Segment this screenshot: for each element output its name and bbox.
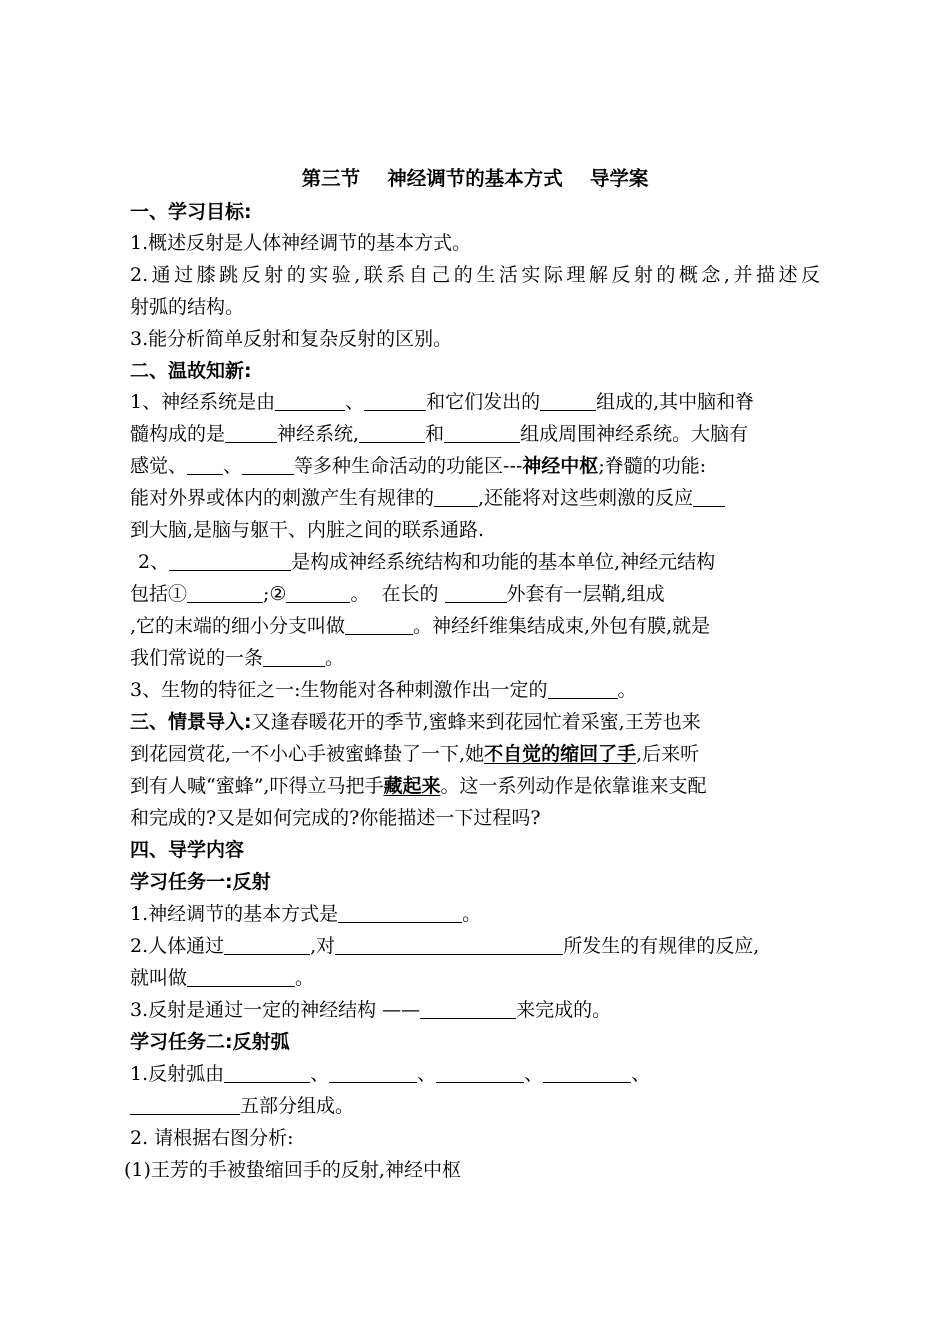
task-1-item-2 [130,933,759,959]
task-text: 1.反射弧由 [130,1063,225,1085]
blank-reflex-arc[interactable] [420,998,516,1019]
blank-function-area-1[interactable] [187,454,223,475]
task-text: 五部分组成。 [240,1095,355,1117]
review-text: 。 [325,647,345,669]
goal-1: 1.概述反射是人体神经调节的基本方式。 [130,232,472,254]
review-line-4 [130,485,725,511]
task-1-item-3 [130,997,611,1023]
task-text: 、 [631,1063,651,1085]
blank-reflex-term[interactable] [187,966,295,987]
review-text: 组成的,其中脑和脊 [596,391,755,413]
review-text: 神经系统, [277,423,360,445]
blank-reflex[interactable] [434,486,478,507]
task-text: 就叫做 [130,967,188,989]
blank-processes[interactable] [286,582,350,603]
review-line-10 [130,677,637,703]
task-text: 、 [417,1063,437,1085]
scenario-text: 到花园赏花,一不小心手被蜜蜂蛰了一下,她 [130,743,485,765]
task-2-item-2-sub-1: (1)王芳的手被蛰缩回手的反射,神经中枢 [124,1159,461,1181]
blank-basic-method[interactable] [338,902,462,923]
task-text: ,对 [310,935,336,957]
review-text: 。 [617,679,637,701]
review-text: 外套有一层鞘,组成 [506,583,665,605]
blank-afferent-nerve[interactable] [329,1062,417,1083]
task-text: 。 [295,967,315,989]
blank-nerve-center[interactable] [436,1062,524,1083]
review-text: 3、生物的特征之一:生物能对各种刺激作出一定的 [130,679,548,701]
review-line-7 [130,581,665,607]
review-text: 1、神经系统是由 [130,391,276,413]
blank-nerve-ending[interactable] [345,614,413,635]
emphasis-hide-hand: 藏起来 [383,775,441,797]
review-text: ,它的末端的细小分支叫做 [130,615,346,637]
scenario-line-3 [130,773,707,799]
scenario-text: 。这一系列动作是依靠谁来支配 [440,775,707,797]
task-text: 3.反射是通过一定的神经结构 —— [130,999,421,1021]
blank-efferent-nerve[interactable] [543,1062,631,1083]
review-text: ;脊髓的功能: [598,455,707,477]
task-text: 、 [524,1063,544,1085]
blank-effector[interactable] [130,1094,240,1115]
review-text: 感觉、 [130,455,188,477]
blank-nerve[interactable] [263,646,325,667]
goal-3: 3.能分析简单反射和复杂反射的区别。 [130,328,453,350]
blank-cranial-nerves[interactable] [359,422,425,443]
blank-nervous-system[interactable] [224,934,310,955]
blank-function-area-2[interactable] [242,454,294,475]
blank-long-process[interactable] [445,582,507,603]
goal-2-cont: 射弧的结构。 [130,296,245,318]
scenario-text: ,后来听 [636,743,700,765]
review-text: 组成周围神经系统。大脑有 [520,423,749,445]
section-heading-review: 二、温故知新: [130,360,252,382]
task-text: 1.神经调节的基本方式是 [130,903,339,925]
review-line-6 [138,549,715,575]
blank-receptor[interactable] [224,1062,310,1083]
task-2-item-1-cont [130,1093,354,1119]
nerve-center-term: 神经中枢 [522,455,599,477]
review-text: 等多种生命活动的功能区--- [294,455,523,477]
review-line-1 [130,389,754,415]
review-text: 髓构成的是 [130,423,226,445]
task-text: 来完成的。 [516,999,612,1021]
review-text: 、 [345,391,365,413]
task-1-item-2-cont [130,965,314,991]
review-text: 包括① [130,583,188,605]
blank-spinal-cord[interactable] [364,390,426,411]
task-text: 所发生的有规律的反应, [563,935,760,957]
scenario-text: 又逢春暖花开的季节,蜜蜂来到花园忙着采蜜,王芳也来 [251,711,701,733]
page-title: 第三节 神经调节的基本方式 导学案 [301,167,649,190]
task-2-item-2: 2. 请根据右图分析: [130,1127,294,1149]
task-2-item-1 [130,1061,650,1087]
blank-stimuli[interactable] [335,934,563,955]
scenario-line-2 [130,741,699,767]
blank-brain[interactable] [275,390,345,411]
review-line-9 [130,645,344,671]
review-line-5: 到大脑,是脑与躯干、内脏之间的联系通路. [130,519,485,541]
scenario-line-4: 和完成的?又是如何完成的?你能描述一下过程吗? [130,807,541,829]
review-line-8 [130,613,710,639]
task-text: 、 [310,1063,330,1085]
review-text: 是构成神经系统结构和功能的基本单位,神经元结构 [291,551,716,573]
emphasis-withdraw-hand: 不自觉的缩回了手 [484,743,637,765]
goal-2: 2.通过膝跳反射的实验,联系自己的生活实际理解反射的概念,并描述反 [130,264,820,286]
review-text: 和它们发出的 [426,391,541,413]
review-text: 我们常说的一条 [130,647,264,669]
review-text: 和 [425,423,445,445]
review-text: 。神经纤维集结成束,外包有膜,就是 [413,615,711,637]
task-2-heading: 学习任务二:反射弧 [130,1031,290,1053]
review-text: 。 在长的 [350,583,439,605]
review-text: 能对外界或体内的刺激产生有规律的 [130,487,435,509]
task-text: 。 [462,903,482,925]
review-text: ,还能将对这些刺激的反应 [478,487,694,509]
scenario-text: 到有人喊“蜜蜂”,吓得立马把手 [130,775,384,797]
blank-response[interactable] [548,678,618,699]
blank-cns[interactable] [225,422,277,443]
section-heading-scenario: 三、情景导入: [130,711,252,733]
blank-nerves[interactable] [540,390,596,411]
blank-conduct[interactable] [693,486,725,507]
review-text: ;② [263,583,287,605]
blank-spinal-nerves[interactable] [444,422,520,443]
blank-neuron[interactable] [169,550,291,571]
blank-cell-body[interactable] [187,582,263,603]
review-line-2 [130,421,748,447]
section-heading-content: 四、导学内容 [130,839,245,861]
review-line-3 [130,453,706,479]
scenario-line-1 [130,709,701,735]
task-text: 2.人体通过 [130,935,225,957]
review-text: 、 [223,455,243,477]
task-1-heading: 学习任务一:反射 [130,871,271,893]
section-heading-goals: 一、学习目标: [130,201,252,223]
task-1-item-1 [130,901,481,927]
review-text: 2、 [138,551,170,573]
